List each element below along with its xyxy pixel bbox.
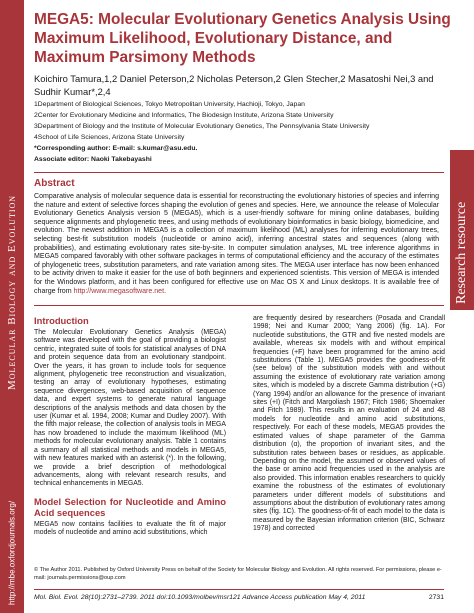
authors-line-1: Koichiro Tamura,1,2 Daniel Peterson,2 Nicholas Peterson,2 Glen Stecher,2 Masatoshi Nei,3 and [34, 73, 434, 84]
affiliations [34, 99, 444, 165]
header-divider [34, 172, 444, 173]
author-list [34, 72, 444, 98]
abstract-divider [34, 305, 444, 306]
left-column [34, 315, 226, 538]
affiliation-3: 3Department of Biology and the Institute of Molecular Evolutionary Genetics, The Pennsylvania State University [34, 123, 370, 130]
corresponding-author: *Corresponding author: E-mail: s.kumar@asu.edu. [34, 145, 198, 152]
section-tab [450, 150, 474, 310]
journal-url[interactable]: http://mbe.oxfordjournals.org/ [7, 500, 17, 605]
associate-editor: Associate editor: Naoki Takebayashi [34, 156, 152, 163]
model-section-text: MEGA5 now contains facilities to evaluate the fit of major models of nucleotide and amino acid substitutions, which [34, 520, 226, 537]
intro-heading: Introduction [34, 315, 89, 326]
intro-text: The Molecular Evolutionary Genetics Analysis (MEGA) software was developed with the goal of providing a biologist centric, integrated suite of tools for statistical analyses of DNA and protein sequence data from an evolutionary standpoint. Over the years, it has grown to include tools for sequence alignment, phylogenetic tree reconstruction and visualization, testing an array of evolutionary hypotheses, estimating sequence divergences, web-based acquisition of sequence data, and expert systems to generate natural language descriptions of the analysis methods and data chosen by the user (Kumar et al. 1994, 2008; Kumar and Dudley 2007). With the fifth major release, the collection of analysis tools in MEGA has now broadened to include the maximum likelihood (ML) methods for molecular evolutionary analysis. Table 1 contains a summary of all statistical methods and models in MEGA5, with new features marked with an asterisk (*). In the following, we provide a brief description of methodological advancements, along with relevant research results, and technical enhancements in MEGA5. [34, 329, 226, 488]
abstract-url[interactable]: http://www.megasoftware.net [73, 287, 165, 295]
right-column [253, 315, 445, 534]
article-title: MEGA5: Molecular Evolutionary Genetics Analysis Using Maximum Likelihood, Evolutionary Distance, and Maximum Parsimony Methods [34, 11, 451, 66]
authors-line-2: Sudhir Kumar*,2,4 [34, 86, 111, 97]
abstract-heading: Abstract [34, 178, 75, 189]
abstract-body: Comparative analysis of molecular sequence data is essential for reconstructing the evolutionary histories of species and inferring the nature and extent of selective forces shaping the evolution of genes and species. Here, we announce the release of Molecular Evolutionary Genetics Analysis version 5 (MEGA5), which is a user-friendly software for mining online databases, building sequence alignments and phylogenetic trees, and using methods of evolutionary bioinformatics in basic biology, biomedicine, and evolution. The newest addition in MEGA5 is a collection of maximum likelihood (ML) analyses for inferring evolutionary trees, selecting best-fit substitution models (nucleotide or amino acid), inferring ancestral states and sequences (along with probabilities), and estimating evolutionary rates site-by-site. In computer simulation analyses, ML tree inference algorithms in MEGA5 compared favorably with other software packages in terms of computational efficiency and the accuracy of the estimates of phylogenetic trees, substitution parameters, and rate variation among sites. The MEGA user interface has now been enhanced to be activity driven to make it easier for the use of both beginners and experienced scientists. This version of MEGA is intended for the Windows platform, and it has been configured for effective use on Mac OS X and Linux desktops. It is available free of charge from http://www.megasoftware.net. [34, 193, 439, 295]
citation-line [34, 593, 444, 602]
footer-divider [34, 589, 444, 590]
page-number: 2731 [428, 594, 444, 601]
right-column-text: are frequently desired by researchers (Posada and Crandall 1998; Nei and Kumar 2000; Yang 2006) (fig. 1A). For nucleotide substitutions, the GTR and five nested models are available, whereas six models with and without empirical frequencies (+F) have been programmed for the amino acid substitutions (Table 1). MEGA5 provides the goodness-of-fit (see below) of the substitution models with and without assuming the existence of evolutionary rate variation among sites, which is modeled by a discrete Gamma distribution (+G) (Yang 1994) and/or an allowance for the presence of invariant sites (+I) (Fitch and Margoliash 1967; Fitch 1986; Shoemaker and Fitch 1989). This results in an evaluation of 24 and 48 models for nucleotide and amino acid substitutions, respectively. For each of these models, MEGA5 provides the estimated values of shape parameter of the Gamma distribution (α), the proportion of invariant sites, and the substitution rates between bases or residues, as applicable. Depending on the model, the assumed or observed values of the base or amino acid frequencies used in the analysis are also provided. This information enables researchers to quickly examine the robustness of the estimates of evolutionary parameters under different models of substitutions and assumptions about the distribution of evolutionary rates among sites (fig. 1C). The goodness-of-fit of each model to the data is measured by the Bayesian information criterion (BIC, Schwarz 1978) and corrected [253, 315, 445, 533]
affiliation-2: 2Center for Evolutionary Medicine and Informatics, The Biodesign Institute, Arizona State University [34, 112, 334, 119]
journal-name: Molecular Biology and Evolution [6, 194, 18, 390]
affiliation-1: 1Department of Biological Sciences, Tokyo Metropolitan University, Hachioji, Tokyo, Japan [34, 101, 305, 108]
copyright-notice: © The Author 2011. Published by Oxford University Press on behalf of the Society for Molecular Biology and Evolution. All rights reserved. For permissions, please e-mail: journals.permissions@oup.com [34, 567, 442, 581]
affiliation-4: 4School of Life Sciences, Arizona State University [34, 134, 185, 141]
journal-sidebar [0, 0, 24, 613]
section-tab-label: Research resource [454, 201, 469, 304]
model-section-heading: Model Selection for Nucleotide and Amino Acid sequences [34, 495, 226, 518]
abstract-text: Comparative analysis of molecular sequence data is essential for reconstructing the evolutionary histories of species and inferring the nature and extent of selective forces shaping the evolution of genes and species. Here, we announce the release of Molecular Evolutionary Genetics Analysis version 5 (MEGA5), which is a user-friendly software for mining online databases, building sequence alignments and phylogenetic trees, and using methods of evolutionary bioinformatics in basic biology, biomedicine, and evolution. The newest addition in MEGA5 is a collection of maximum likelihood (ML) analyses for inferring evolutionary trees, selecting best-fit substitution models (nucleotide or amino acid), inferring ancestral states and sequences (along with probabilities), and estimating evolutionary rates site-by-site. In computer simulation analyses, ML tree inference algorithms in MEGA5 compared favorably with other software packages in terms of computational efficiency and the accuracy of the estimates of phylogenetic trees, substitution parameters, and rate variation among sites. The MEGA user interface has now been enhanced to be activity driven to make it easier for the use of both beginners and experienced scientists. This version of MEGA is intended for the Windows platform, and it has been configured for effective use on Mac OS X and Linux desktops. It is available free of charge from [34, 193, 439, 295]
citation: Mol. Biol. Evol. 28(10):2731–2739. 2011 doi:10.1093/molbev/msr121 Advance Access publication May 4, 2011 [34, 594, 366, 601]
